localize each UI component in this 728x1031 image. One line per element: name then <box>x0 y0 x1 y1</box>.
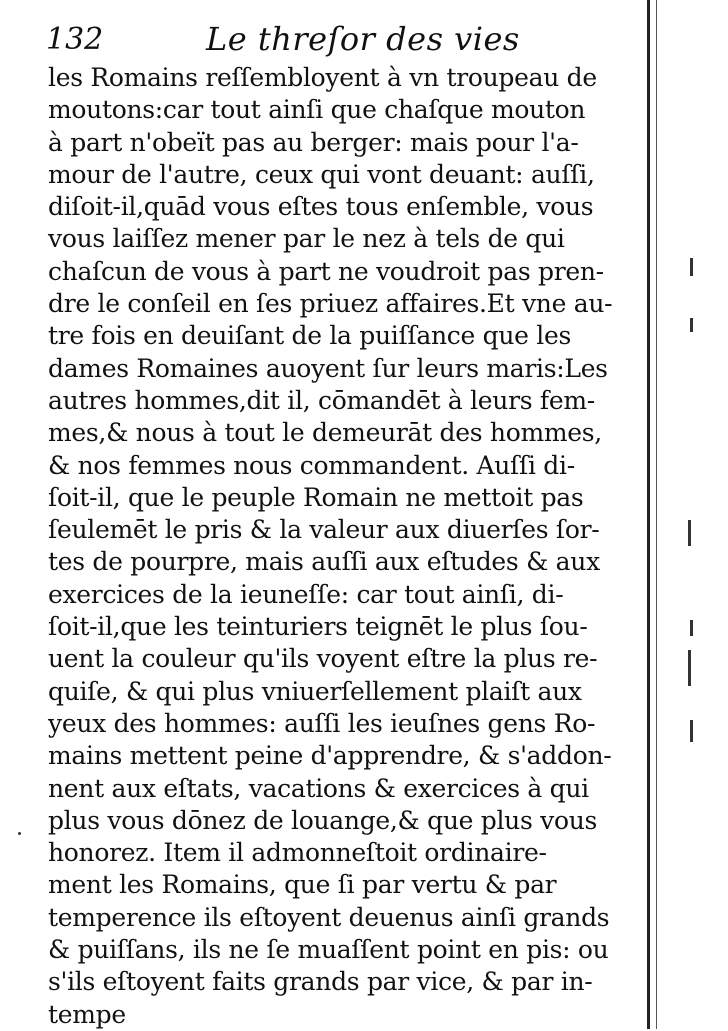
edge-mark <box>690 318 693 332</box>
text-line: tempe <box>48 999 126 1029</box>
text-line: tre fois en deuiſant de la puiſſance que les <box>48 321 572 351</box>
text-line: mes,& nous à tout le demeurāt des hommes, <box>48 418 602 448</box>
text-line: plus vous dōnez de louange,& que plus vous <box>48 805 598 835</box>
edge-mark <box>690 258 693 276</box>
text-line: autres hommes,dit il, cōmandēt à leurs fem- <box>48 385 595 415</box>
page-number: 132 <box>46 22 104 57</box>
running-title: Le threſor des vies <box>206 20 520 58</box>
edge-mark <box>688 520 691 546</box>
text-line: & nos femmes nous commandent. Auſſi di- <box>48 450 575 480</box>
text-line: ſoit-il, que le peuple Romain ne mettoit pas <box>48 482 584 512</box>
text-line: ment les Romains, que ſi par vertu & par <box>48 870 557 900</box>
text-line: ſeulemēt le pris & la valeur aux diuerſes ſor- <box>48 515 600 545</box>
edge-mark <box>690 620 693 636</box>
text-line: chaſcun de vous à part ne voudroit pas pren- <box>48 256 604 286</box>
text-line: exercices de la ieuneſſe: car tout ainſi, di- <box>48 579 564 609</box>
facing-page-edge <box>688 0 728 1029</box>
text-line: vous laiſſez mener par le nez à tels de qui <box>48 224 565 254</box>
text-line: mour de l'autre, ceux qui vont deuant: auſſi, <box>48 159 595 189</box>
text-line: moutons:car tout ainſi que chaſque mouton <box>48 95 586 125</box>
text-line: ſoit-il,que les teinturiers teignēt le plus ſou- <box>48 612 588 642</box>
text-line: yeux des hommes: auſſi les ieuſnes gens Ro- <box>48 708 596 738</box>
page-frame-edge <box>647 0 650 1029</box>
page-frame-edge-inner <box>656 0 657 1029</box>
text-line: mains mettent peine d'apprendre, & s'addon- <box>48 741 612 771</box>
text-line: tes de pourpre, mais auſſi aux eſtudes & aux <box>48 547 600 577</box>
edge-mark <box>690 720 693 742</box>
text-line: honorez. Item il admonneſtoit ordinaire- <box>48 838 547 868</box>
text-line: s'ils eſtoyent faits grands par vice, & par in- <box>48 967 593 997</box>
text-line: uent la couleur qu'ils voyent eſtre la plus re- <box>48 644 598 674</box>
text-line: dames Romaines auoyent ſur leurs maris:Les <box>48 353 608 383</box>
text-line: diſoit-il,quād vous eſtes tous enſemble, vous <box>48 192 594 222</box>
stray-ink-dot <box>18 832 21 835</box>
text-line: les Romains reſſembloyent à vn troupeau de <box>48 63 597 92</box>
text-line: & puiſſans, ils ne ſe muaſſent point en pis: ou <box>48 935 609 965</box>
text-line: quiſe, & qui plus vniuerſellement plaiſt aux <box>48 676 582 706</box>
body-text <box>48 62 613 1031</box>
text-line: dre le conſeil en ſes priuez affaires.Et vne au- <box>48 289 613 319</box>
text-line: à part n'obeït pas au berger: mais pour l'a- <box>48 127 579 157</box>
text-line: temperence ils eſtoyent deuenus ainſi grands <box>48 902 610 932</box>
edge-mark <box>688 650 691 686</box>
page-header <box>46 20 606 60</box>
text-line: nent aux eſtats, vacations & exercices à qui <box>48 773 589 803</box>
